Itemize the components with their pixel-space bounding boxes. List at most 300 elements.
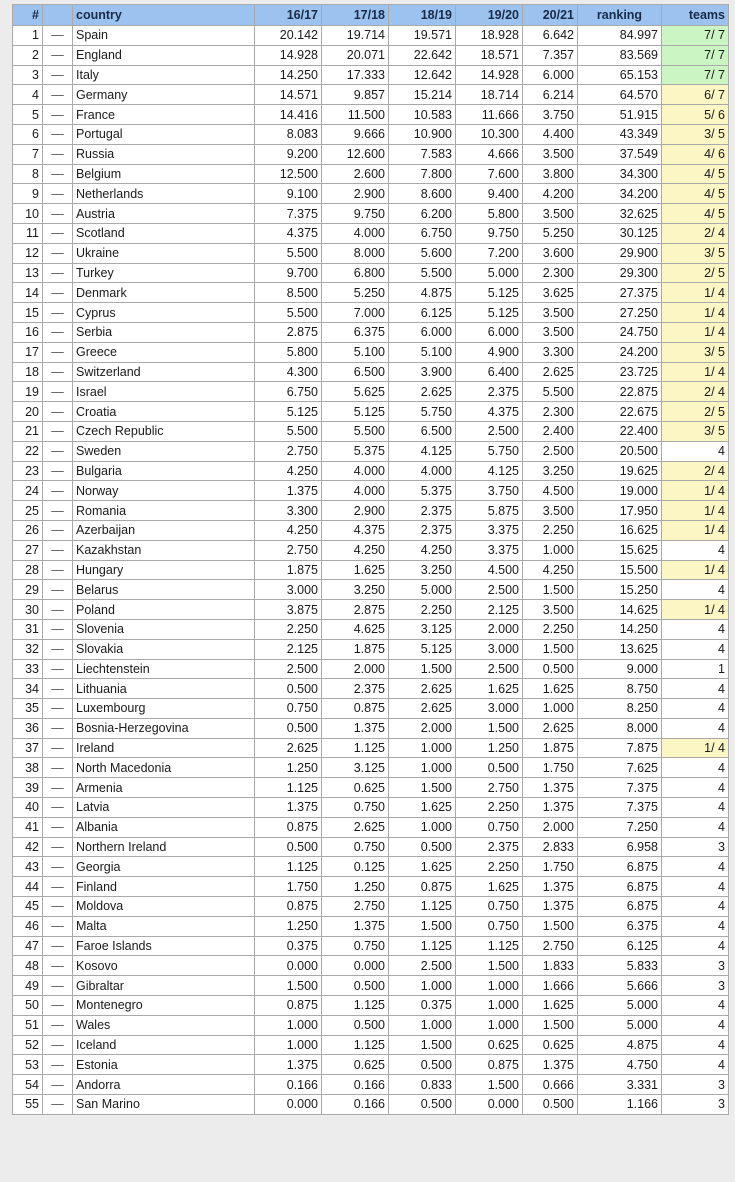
row-season-18-19: 6.125 — [389, 303, 456, 323]
table-row — [13, 303, 729, 323]
row-country: Azerbaijan — [73, 520, 255, 540]
row-season-16-17: 14.250 — [255, 65, 322, 85]
row-teams: 4 — [662, 639, 729, 659]
row-season-17-18: 2.625 — [322, 817, 389, 837]
row-teams: 1/ 4 — [662, 362, 729, 382]
row-ranking: 6.125 — [578, 936, 662, 956]
row-rank: 25 — [13, 501, 43, 521]
row-season-16-17: 3.000 — [255, 580, 322, 600]
row-ranking: 16.625 — [578, 520, 662, 540]
table-body — [13, 26, 729, 1115]
row-season-19-20: 0.500 — [456, 758, 523, 778]
row-season-19-20: 1.250 — [456, 738, 523, 758]
row-movement: — — [43, 778, 73, 798]
row-season-16-17: 0.500 — [255, 837, 322, 857]
row-season-16-17: 9.100 — [255, 184, 322, 204]
row-country: Latvia — [73, 798, 255, 818]
row-teams: 2/ 4 — [662, 461, 729, 481]
row-season-17-18: 1.250 — [322, 877, 389, 897]
row-country: Albania — [73, 817, 255, 837]
row-ranking: 1.166 — [578, 1095, 662, 1115]
row-ranking: 24.750 — [578, 322, 662, 342]
row-season-20-21: 4.200 — [523, 184, 578, 204]
row-teams: 4 — [662, 996, 729, 1016]
row-teams: 4 — [662, 1015, 729, 1035]
row-ranking: 23.725 — [578, 362, 662, 382]
row-season-20-21: 1.500 — [523, 580, 578, 600]
row-ranking: 17.950 — [578, 501, 662, 521]
row-teams: 4 — [662, 897, 729, 917]
row-ranking: 22.875 — [578, 382, 662, 402]
row-country: Belarus — [73, 580, 255, 600]
row-season-19-20: 1.125 — [456, 936, 523, 956]
row-season-20-21: 1.500 — [523, 916, 578, 936]
row-season-17-18: 1.125 — [322, 1035, 389, 1055]
row-season-16-17: 12.500 — [255, 164, 322, 184]
table-row — [13, 1055, 729, 1075]
row-teams: 4 — [662, 798, 729, 818]
header-season-18-19[interactable]: 18/19 — [389, 5, 456, 26]
row-season-18-19: 1.500 — [389, 778, 456, 798]
table-row — [13, 936, 729, 956]
row-country: Turkey — [73, 263, 255, 283]
row-teams: 4/ 6 — [662, 144, 729, 164]
row-season-18-19: 2.375 — [389, 520, 456, 540]
row-season-19-20: 0.000 — [456, 1095, 523, 1115]
row-season-17-18: 2.900 — [322, 501, 389, 521]
row-country: Bulgaria — [73, 461, 255, 481]
row-ranking: 5.833 — [578, 956, 662, 976]
row-season-20-21: 3.750 — [523, 105, 578, 125]
table-row — [13, 659, 729, 679]
row-teams: 4 — [662, 758, 729, 778]
row-teams: 3 — [662, 1075, 729, 1095]
row-movement: — — [43, 283, 73, 303]
row-season-20-21: 2.625 — [523, 362, 578, 382]
row-ranking: 14.250 — [578, 619, 662, 639]
row-season-20-21: 5.250 — [523, 223, 578, 243]
row-season-16-17: 9.700 — [255, 263, 322, 283]
row-teams: 3 — [662, 956, 729, 976]
row-season-18-19: 4.250 — [389, 540, 456, 560]
row-ranking: 51.915 — [578, 105, 662, 125]
row-country: Israel — [73, 382, 255, 402]
row-country: Wales — [73, 1015, 255, 1035]
row-rank: 4 — [13, 85, 43, 105]
row-country: Iceland — [73, 1035, 255, 1055]
row-season-20-21: 2.250 — [523, 520, 578, 540]
row-season-17-18: 17.333 — [322, 65, 389, 85]
row-movement: — — [43, 144, 73, 164]
row-season-20-21: 4.250 — [523, 560, 578, 580]
row-season-19-20: 3.375 — [456, 540, 523, 560]
row-movement: — — [43, 402, 73, 422]
row-season-17-18: 8.000 — [322, 243, 389, 263]
row-season-19-20: 3.000 — [456, 699, 523, 719]
row-season-18-19: 2.625 — [389, 679, 456, 699]
row-movement: — — [43, 461, 73, 481]
row-teams: 4/ 5 — [662, 204, 729, 224]
row-season-20-21: 1.750 — [523, 758, 578, 778]
row-season-17-18: 4.250 — [322, 540, 389, 560]
row-rank: 6 — [13, 124, 43, 144]
row-season-18-19: 5.375 — [389, 481, 456, 501]
row-season-20-21: 4.500 — [523, 481, 578, 501]
header-teams[interactable]: teams — [662, 5, 729, 26]
header-movement — [43, 5, 73, 26]
row-season-19-20: 7.600 — [456, 164, 523, 184]
table-header — [13, 5, 729, 26]
row-season-16-17: 7.375 — [255, 204, 322, 224]
row-movement: — — [43, 699, 73, 719]
row-season-20-21: 2.300 — [523, 263, 578, 283]
row-ranking: 24.200 — [578, 342, 662, 362]
row-rank: 15 — [13, 303, 43, 323]
row-season-19-20: 2.250 — [456, 857, 523, 877]
row-season-17-18: 1.375 — [322, 718, 389, 738]
row-season-19-20: 18.928 — [456, 26, 523, 46]
row-teams: 1/ 4 — [662, 600, 729, 620]
row-season-18-19: 4.125 — [389, 441, 456, 461]
row-season-19-20: 0.750 — [456, 916, 523, 936]
row-movement: — — [43, 26, 73, 46]
row-rank: 18 — [13, 362, 43, 382]
row-season-20-21: 1.875 — [523, 738, 578, 758]
table-row — [13, 520, 729, 540]
row-season-18-19: 0.833 — [389, 1075, 456, 1095]
row-season-20-21: 3.500 — [523, 600, 578, 620]
row-season-19-20: 1.625 — [456, 679, 523, 699]
row-season-20-21: 0.666 — [523, 1075, 578, 1095]
row-ranking: 29.900 — [578, 243, 662, 263]
table-row — [13, 481, 729, 501]
row-country: Andorra — [73, 1075, 255, 1095]
row-season-17-18: 5.625 — [322, 382, 389, 402]
row-season-20-21: 0.625 — [523, 1035, 578, 1055]
row-rank: 42 — [13, 837, 43, 857]
table-row — [13, 45, 729, 65]
row-season-16-17: 5.125 — [255, 402, 322, 422]
row-season-18-19: 1.125 — [389, 897, 456, 917]
header-row — [13, 5, 729, 26]
row-season-19-20: 2.250 — [456, 798, 523, 818]
row-teams: 1/ 4 — [662, 501, 729, 521]
row-season-17-18: 9.857 — [322, 85, 389, 105]
header-rank[interactable]: # — [13, 5, 43, 26]
row-teams: 4 — [662, 877, 729, 897]
row-season-19-20: 5.000 — [456, 263, 523, 283]
row-season-18-19: 0.500 — [389, 837, 456, 857]
row-ranking: 19.625 — [578, 461, 662, 481]
row-season-16-17: 9.200 — [255, 144, 322, 164]
row-season-19-20: 0.625 — [456, 1035, 523, 1055]
row-movement: — — [43, 560, 73, 580]
row-country: Gibraltar — [73, 976, 255, 996]
row-season-16-17: 6.750 — [255, 382, 322, 402]
row-season-17-18: 1.125 — [322, 738, 389, 758]
row-season-20-21: 3.500 — [523, 204, 578, 224]
row-country: Slovakia — [73, 639, 255, 659]
row-season-20-21: 6.642 — [523, 26, 578, 46]
row-season-19-20: 2.375 — [456, 837, 523, 857]
row-season-18-19: 22.642 — [389, 45, 456, 65]
row-season-20-21: 1.000 — [523, 540, 578, 560]
row-teams: 4 — [662, 916, 729, 936]
row-country: Montenegro — [73, 996, 255, 1016]
row-country: Scotland — [73, 223, 255, 243]
row-teams: 1/ 4 — [662, 520, 729, 540]
row-rank: 55 — [13, 1095, 43, 1115]
row-season-19-20: 2.500 — [456, 659, 523, 679]
table-row — [13, 916, 729, 936]
row-movement: — — [43, 580, 73, 600]
row-rank: 21 — [13, 421, 43, 441]
row-season-18-19: 7.800 — [389, 164, 456, 184]
row-season-18-19: 1.000 — [389, 758, 456, 778]
row-movement: — — [43, 1055, 73, 1075]
row-movement: — — [43, 758, 73, 778]
row-rank: 16 — [13, 322, 43, 342]
row-season-19-20: 4.500 — [456, 560, 523, 580]
row-season-20-21: 1.375 — [523, 798, 578, 818]
row-season-16-17: 8.500 — [255, 283, 322, 303]
row-teams: 4 — [662, 441, 729, 461]
row-season-17-18: 0.625 — [322, 1055, 389, 1075]
row-rank: 23 — [13, 461, 43, 481]
row-season-19-20: 2.375 — [456, 382, 523, 402]
row-ranking: 14.625 — [578, 600, 662, 620]
table-row — [13, 441, 729, 461]
row-country: Russia — [73, 144, 255, 164]
row-season-16-17: 8.083 — [255, 124, 322, 144]
row-movement: — — [43, 85, 73, 105]
row-season-17-18: 5.500 — [322, 421, 389, 441]
row-ranking: 34.300 — [578, 164, 662, 184]
row-season-17-18: 0.166 — [322, 1075, 389, 1095]
row-season-18-19: 2.000 — [389, 718, 456, 738]
row-season-19-20: 2.750 — [456, 778, 523, 798]
table-row — [13, 758, 729, 778]
row-country: Kosovo — [73, 956, 255, 976]
table-row — [13, 976, 729, 996]
row-season-17-18: 2.875 — [322, 600, 389, 620]
row-season-17-18: 11.500 — [322, 105, 389, 125]
row-season-18-19: 5.750 — [389, 402, 456, 422]
table-row — [13, 560, 729, 580]
row-season-17-18: 4.000 — [322, 481, 389, 501]
row-season-17-18: 4.625 — [322, 619, 389, 639]
row-season-17-18: 12.600 — [322, 144, 389, 164]
row-season-20-21: 3.300 — [523, 342, 578, 362]
row-season-16-17: 2.500 — [255, 659, 322, 679]
row-movement: — — [43, 303, 73, 323]
row-country: Romania — [73, 501, 255, 521]
header-season-16-17[interactable]: 16/17 — [255, 5, 322, 26]
table-row — [13, 738, 729, 758]
row-rank: 20 — [13, 402, 43, 422]
row-season-19-20: 0.875 — [456, 1055, 523, 1075]
row-ranking: 9.000 — [578, 659, 662, 679]
row-country: North Macedonia — [73, 758, 255, 778]
table-row — [13, 65, 729, 85]
row-teams: 3/ 5 — [662, 342, 729, 362]
row-country: Faroe Islands — [73, 936, 255, 956]
row-rank: 47 — [13, 936, 43, 956]
row-movement: — — [43, 441, 73, 461]
row-season-16-17: 5.500 — [255, 421, 322, 441]
row-movement: — — [43, 659, 73, 679]
row-rank: 29 — [13, 580, 43, 600]
row-ranking: 19.000 — [578, 481, 662, 501]
row-season-20-21: 5.500 — [523, 382, 578, 402]
row-country: Estonia — [73, 1055, 255, 1075]
table-row — [13, 897, 729, 917]
row-ranking: 34.200 — [578, 184, 662, 204]
header-country[interactable]: country — [73, 5, 255, 26]
row-season-17-18: 4.000 — [322, 223, 389, 243]
row-season-19-20: 1.000 — [456, 996, 523, 1016]
table-row — [13, 1035, 729, 1055]
header-season-17-18[interactable]: 17/18 — [322, 5, 389, 26]
row-teams: 1/ 4 — [662, 283, 729, 303]
table-row — [13, 956, 729, 976]
row-rank: 27 — [13, 540, 43, 560]
table-row — [13, 184, 729, 204]
table-row — [13, 85, 729, 105]
row-season-18-19: 2.250 — [389, 600, 456, 620]
row-movement: — — [43, 223, 73, 243]
row-rank: 36 — [13, 718, 43, 738]
row-season-16-17: 4.250 — [255, 520, 322, 540]
row-season-16-17: 0.166 — [255, 1075, 322, 1095]
row-rank: 32 — [13, 639, 43, 659]
row-season-17-18: 0.625 — [322, 778, 389, 798]
row-season-18-19: 1.625 — [389, 857, 456, 877]
table-row — [13, 461, 729, 481]
row-country: Ireland — [73, 738, 255, 758]
row-season-19-20: 1.500 — [456, 956, 523, 976]
row-ranking: 13.625 — [578, 639, 662, 659]
row-season-16-17: 0.875 — [255, 817, 322, 837]
row-season-16-17: 0.875 — [255, 996, 322, 1016]
table-row — [13, 639, 729, 659]
row-teams: 5/ 6 — [662, 105, 729, 125]
row-season-16-17: 0.000 — [255, 956, 322, 976]
row-movement: — — [43, 679, 73, 699]
row-country: Malta — [73, 916, 255, 936]
row-season-18-19: 12.642 — [389, 65, 456, 85]
row-season-18-19: 4.000 — [389, 461, 456, 481]
row-rank: 2 — [13, 45, 43, 65]
table-row — [13, 837, 729, 857]
row-country: Czech Republic — [73, 421, 255, 441]
row-ranking: 27.375 — [578, 283, 662, 303]
row-season-17-18: 6.375 — [322, 322, 389, 342]
row-season-17-18: 0.500 — [322, 976, 389, 996]
header-season-19-20[interactable]: 19/20 — [456, 5, 523, 26]
row-movement: — — [43, 916, 73, 936]
row-movement: — — [43, 540, 73, 560]
row-movement: — — [43, 600, 73, 620]
row-season-20-21: 1.625 — [523, 996, 578, 1016]
row-movement: — — [43, 857, 73, 877]
row-ranking: 3.331 — [578, 1075, 662, 1095]
row-season-20-21: 2.625 — [523, 718, 578, 738]
row-ranking: 30.125 — [578, 223, 662, 243]
row-season-17-18: 1.375 — [322, 916, 389, 936]
table-row — [13, 996, 729, 1016]
row-season-18-19: 2.375 — [389, 501, 456, 521]
row-teams: 1/ 4 — [662, 303, 729, 323]
row-season-16-17: 0.375 — [255, 936, 322, 956]
row-season-20-21: 1.500 — [523, 1015, 578, 1035]
row-movement: — — [43, 897, 73, 917]
table-row — [13, 1095, 729, 1115]
row-season-16-17: 1.750 — [255, 877, 322, 897]
row-season-18-19: 3.900 — [389, 362, 456, 382]
row-season-20-21: 0.500 — [523, 1095, 578, 1115]
table-row — [13, 1015, 729, 1035]
row-country: Norway — [73, 481, 255, 501]
header-ranking[interactable]: ranking — [578, 5, 662, 26]
row-season-20-21: 3.500 — [523, 303, 578, 323]
row-season-18-19: 15.214 — [389, 85, 456, 105]
row-teams: 3/ 5 — [662, 243, 729, 263]
row-season-20-21: 1.375 — [523, 1055, 578, 1075]
row-season-17-18: 5.100 — [322, 342, 389, 362]
row-rank: 53 — [13, 1055, 43, 1075]
row-rank: 26 — [13, 520, 43, 540]
row-season-18-19: 6.750 — [389, 223, 456, 243]
row-rank: 50 — [13, 996, 43, 1016]
row-teams: 1/ 4 — [662, 322, 729, 342]
row-season-20-21: 1.375 — [523, 877, 578, 897]
row-teams: 4 — [662, 718, 729, 738]
row-movement: — — [43, 105, 73, 125]
row-season-17-18: 6.500 — [322, 362, 389, 382]
row-ranking: 37.549 — [578, 144, 662, 164]
row-ranking: 7.375 — [578, 798, 662, 818]
row-teams: 7/ 7 — [662, 45, 729, 65]
row-season-19-20: 9.400 — [456, 184, 523, 204]
row-season-19-20: 1.625 — [456, 877, 523, 897]
row-season-16-17: 1.000 — [255, 1015, 322, 1035]
row-season-19-20: 5.800 — [456, 204, 523, 224]
row-country: Poland — [73, 600, 255, 620]
row-teams: 3 — [662, 976, 729, 996]
row-movement: — — [43, 501, 73, 521]
row-rank: 9 — [13, 184, 43, 204]
row-ranking: 8.750 — [578, 679, 662, 699]
row-season-16-17: 5.500 — [255, 243, 322, 263]
row-season-20-21: 1.750 — [523, 857, 578, 877]
row-movement: — — [43, 1075, 73, 1095]
row-rank: 51 — [13, 1015, 43, 1035]
header-season-20-21[interactable]: 20/21 — [523, 5, 578, 26]
row-season-16-17: 14.571 — [255, 85, 322, 105]
row-ranking: 22.400 — [578, 421, 662, 441]
table-row — [13, 243, 729, 263]
table-row — [13, 817, 729, 837]
table-row — [13, 164, 729, 184]
table-row — [13, 619, 729, 639]
row-rank: 38 — [13, 758, 43, 778]
row-country: Serbia — [73, 322, 255, 342]
row-rank: 30 — [13, 600, 43, 620]
row-movement: — — [43, 639, 73, 659]
row-movement: — — [43, 263, 73, 283]
row-season-16-17: 1.500 — [255, 976, 322, 996]
